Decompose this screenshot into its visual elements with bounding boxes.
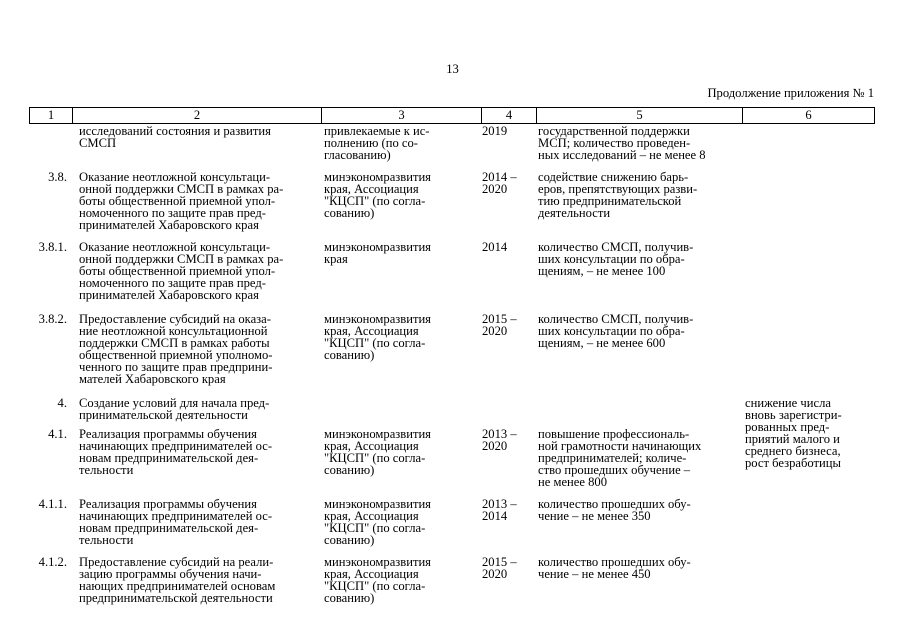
activity-cell: Предоставление субсидий на реали- зацию программы обучения начи- нающих предпринимателей основам предпринимательской деятельности — [79, 555, 276, 605]
page-number: 13 — [446, 62, 459, 76]
executor-cell: минэкономразвития края, Ассоциация "КЦСП" (по согла- сованию) — [324, 427, 431, 477]
period-cell: 2014 — [482, 240, 508, 254]
indicator-cell: повышение профессиональ- ной грамотности начинающих предпринимателей; количе- ство прошедших обучение – не менее 800 — [538, 427, 702, 489]
executor-cell: минэкономразвития края, Ассоциация "КЦСП" (по согла- сованию) — [324, 497, 431, 547]
indicator-cell: количество прошедших обу- чение – не менее 350 — [538, 497, 691, 523]
period-cell: 2015 – 2020 — [482, 312, 517, 338]
row-number: 3.8.1. — [38, 240, 67, 254]
activity-cell: Оказание неотложной консультаци- онной поддержки СМСП в рамках ра- боты общественной приемной упол- номоченного по защите прав пред- принимателей Хабаровского края — [79, 170, 284, 232]
executor-cell: минэкономразвития края, Ассоциация "КЦСП" (по согла- сованию) — [324, 312, 431, 362]
indicator-cell: количество прошедших обу- чение – не менее 450 — [538, 555, 691, 581]
executor-cell: минэкономразвития края — [324, 240, 431, 266]
row-number: 4. — [57, 396, 67, 410]
executor-cell: привлекаемые к ис- полнению (по со- гласованию) — [324, 124, 430, 162]
period-cell: 2015 – 2020 — [482, 555, 517, 581]
activity-cell: исследований состояния и развития СМСП — [79, 124, 271, 150]
activity-cell: Реализация программы обучения начинающих предпринимателей ос- новам предпринимательской дея- тельности — [79, 497, 273, 547]
indicator-cell: количество СМСП, получив- ших консультации по обра- щениям, – не менее 600 — [538, 312, 694, 350]
continuation-label: Продолжение приложения № 1 — [707, 86, 874, 100]
header-col-3: 3 — [322, 108, 482, 123]
indicator-cell: количество СМСП, получив- ших консультации по обра- щениям, – не менее 100 — [538, 240, 694, 278]
activity-cell: Оказание неотложной консультаци- онной поддержки СМСП в рамках ра- боты общественной приемной упол- номоченного по защите прав пред- принимателей Хабаровского края — [79, 240, 284, 302]
row-number: 3.8. — [48, 170, 67, 184]
header-col-6: 6 — [805, 108, 812, 122]
indicator-cell: содействие снижению барь- еров, препятствующих разви- тию предпринимательской деятельности — [538, 170, 698, 220]
row-number: 4.1.2. — [38, 555, 67, 569]
row-number: 3.8.2. — [38, 312, 67, 326]
indicator-cell: государственной поддержки МСП; количество проведен- ных исследований – не менее 8 — [538, 124, 706, 162]
header-col-2: 2 — [73, 108, 322, 123]
activity-cell: Предоставление субсидий на оказа- ние неотложной консультационной поддержки СМСП в рамках работы общественной приемной уполномо- ченного по защите прав предприни- мателей Хабаровского края — [79, 312, 273, 386]
executor-cell: минэкономразвития края, Ассоциация "КЦСП" (по согла- сованию) — [324, 555, 431, 605]
result-cell: снижение числа вновь зарегистри- рованных пред- приятий малого и среднего бизнеса, рост безработицы — [745, 396, 842, 470]
executor-cell: минэкономразвития края, Ассоциация "КЦСП" (по согла- сованию) — [324, 170, 431, 220]
period-cell: 2013 – 2020 — [482, 427, 517, 453]
table-header — [29, 107, 875, 124]
activity-cell: Создание условий для начала пред- принимательской деятельности — [79, 396, 270, 422]
period-cell: 2013 – 2014 — [482, 497, 517, 523]
period-cell: 2014 – 2020 — [482, 170, 517, 196]
activity-cell: Реализация программы обучения начинающих предпринимателей ос- новам предпринимательской дея- тельности — [79, 427, 273, 477]
header-col-5: 5 — [537, 108, 743, 123]
row-number: 4.1. — [48, 427, 67, 441]
header-col-4: 4 — [482, 108, 537, 123]
row-number: 4.1.1. — [38, 497, 67, 511]
period-cell: 2019 — [482, 124, 508, 138]
header-col-1: 1 — [30, 108, 73, 123]
